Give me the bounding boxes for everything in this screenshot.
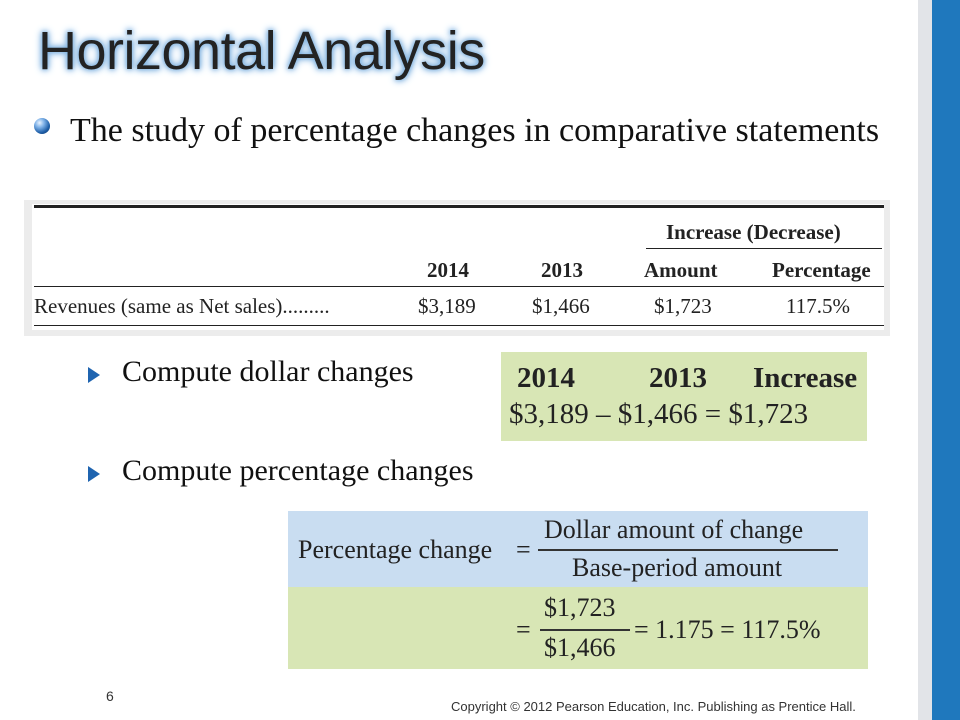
row-label: Revenues (same as Net sales)......... (34, 294, 330, 318)
dollar-change-equation: $3,189 – $1,466 = $1,723 (509, 398, 809, 430)
calc-denominator: $1,466 (544, 633, 616, 662)
header-rule (34, 286, 884, 287)
formula-calculation (288, 587, 868, 669)
copyright-notice: Copyright © 2012 Pearson Education, Inc. Publishing as Prentice Hall. (451, 699, 856, 714)
group-header: Increase (Decrease) (666, 220, 841, 244)
table-bottom-rule (34, 325, 884, 326)
sub-bullet-dollar: Compute dollar changes (122, 355, 414, 388)
bullet-orb-icon (34, 118, 50, 134)
row-value-2014: $3,189 (418, 294, 476, 318)
page-number: 6 (106, 688, 114, 704)
row-value-amount: $1,723 (654, 294, 712, 318)
col-header-2013: 2013 (541, 258, 583, 282)
arrow-bullet-icon (88, 367, 100, 383)
calc-equals: = (516, 615, 531, 644)
formula-equals: = (516, 535, 531, 564)
dollar-header-2013: 2013 (649, 362, 707, 394)
calc-fraction-bar (540, 629, 630, 631)
formula-definition (288, 511, 868, 587)
formula-label: Percentage change (298, 535, 493, 564)
table-body (32, 204, 884, 330)
calc-numerator: $1,723 (544, 593, 616, 622)
row-value-percentage: 117.5% (786, 294, 850, 318)
table-top-rule (34, 205, 884, 208)
dollar-header-2014: 2014 (517, 362, 575, 394)
dollar-header-increase: Increase (753, 362, 858, 394)
sub-bullet-percentage: Compute percentage changes (122, 454, 474, 487)
calc-result: = 1.175 = 117.5% (634, 615, 821, 644)
percentage-formula-box (288, 511, 868, 669)
formula-fraction-bar (538, 549, 838, 551)
group-header-rule (646, 248, 882, 249)
formula-denominator: Base-period amount (572, 553, 783, 582)
row-value-2013: $1,466 (532, 294, 590, 318)
right-accent-bar (932, 0, 960, 720)
right-accent-bar-light (918, 0, 932, 720)
col-header-amount: Amount (644, 258, 718, 282)
slide-title: Horizontal Analysis (38, 21, 485, 81)
col-header-percentage: Percentage (772, 258, 871, 282)
arrow-bullet-icon (88, 466, 100, 482)
col-header-2014: 2014 (427, 258, 469, 282)
formula-numerator: Dollar amount of change (544, 515, 804, 544)
main-bullet-text: The study of percentage changes in comparative statements (70, 112, 880, 149)
comparative-table (24, 200, 890, 336)
dollar-change-box (501, 352, 867, 441)
